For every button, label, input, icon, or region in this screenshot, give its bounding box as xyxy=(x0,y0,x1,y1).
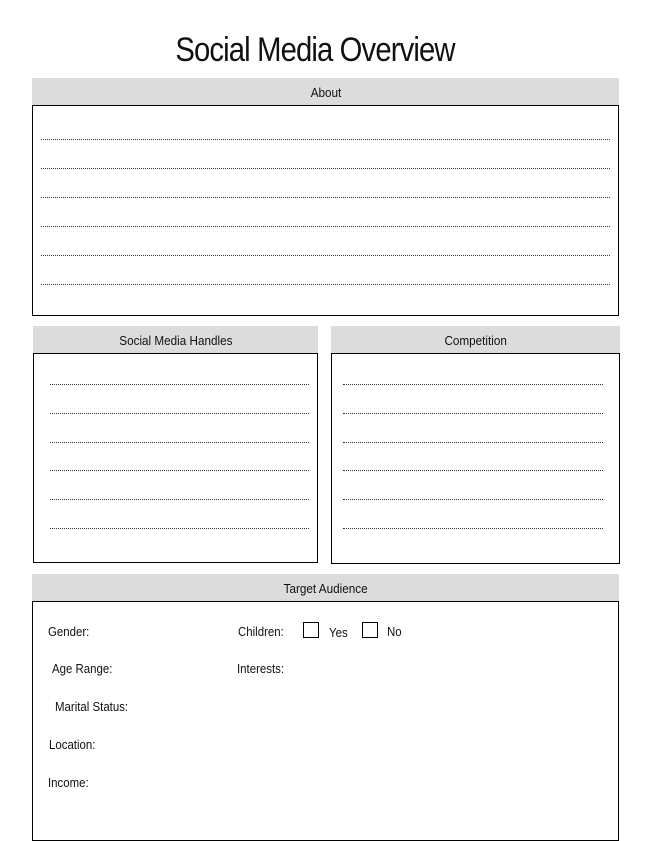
gender-label: Gender: xyxy=(48,624,90,639)
competition-line[interactable] xyxy=(343,528,603,529)
page-title: Social Media Overview xyxy=(175,31,455,69)
handles-section xyxy=(33,326,318,563)
handles-header: Social Media Handles xyxy=(33,326,318,353)
competition-line[interactable] xyxy=(343,384,603,385)
income-label: Income: xyxy=(48,775,89,790)
handles-line[interactable] xyxy=(50,384,309,385)
competition-box[interactable] xyxy=(331,353,620,564)
handles-line[interactable] xyxy=(50,499,309,500)
competition-line[interactable] xyxy=(343,442,603,443)
children-yes-checkbox[interactable] xyxy=(303,622,319,638)
children-no-checkbox[interactable] xyxy=(362,622,378,638)
audience-header: Target Audience xyxy=(32,574,619,601)
audience-box xyxy=(32,601,619,841)
interests-label: Interests: xyxy=(237,661,285,676)
handles-line[interactable] xyxy=(50,413,309,414)
location-label: Location: xyxy=(49,737,96,752)
about-section xyxy=(32,78,619,316)
competition-line[interactable] xyxy=(343,470,603,471)
about-line[interactable] xyxy=(41,139,610,140)
competition-header: Competition xyxy=(331,326,620,353)
about-line[interactable] xyxy=(41,255,610,256)
about-line[interactable] xyxy=(41,168,610,169)
about-header: About xyxy=(32,78,619,105)
competition-section xyxy=(331,326,620,564)
competition-line[interactable] xyxy=(343,499,603,500)
about-line[interactable] xyxy=(41,226,610,227)
about-box[interactable] xyxy=(32,105,619,316)
handles-line[interactable] xyxy=(50,528,309,529)
age-range-label: Age Range: xyxy=(52,661,113,676)
competition-line[interactable] xyxy=(343,413,603,414)
children-no-label: No xyxy=(387,624,402,639)
marital-status-label: Marital Status: xyxy=(55,699,129,714)
children-label: Children: xyxy=(238,624,284,639)
about-line[interactable] xyxy=(41,197,610,198)
children-yes-label: Yes xyxy=(329,625,348,640)
handles-line[interactable] xyxy=(50,470,309,471)
handles-box[interactable] xyxy=(33,353,318,563)
handles-line[interactable] xyxy=(50,442,309,443)
about-line[interactable] xyxy=(41,284,610,285)
